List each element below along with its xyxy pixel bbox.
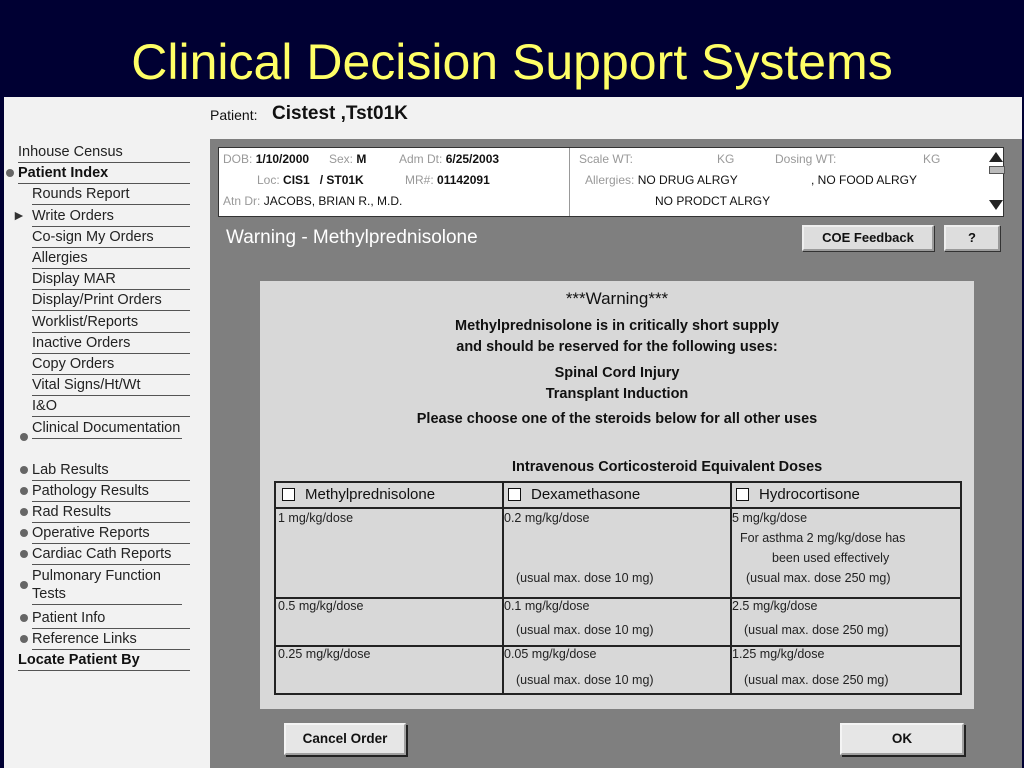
allergy-1: NO DRUG ALRGY <box>637 173 738 187</box>
sidebar-item-label: Lab Results <box>32 461 109 478</box>
cpoe-screenshot <box>4 97 1022 768</box>
bullet-icon <box>20 487 28 495</box>
bullet-icon <box>20 614 28 622</box>
sidebar-item[interactable] <box>32 376 190 396</box>
sidebar-item-label: Allergies <box>32 250 88 266</box>
sidebar-item-label: Patient Index <box>18 165 109 182</box>
sidebar-item[interactable] <box>32 503 190 523</box>
sidebar-item[interactable] <box>32 313 190 333</box>
coe-feedback-button[interactable]: COE Feedback <box>802 225 934 251</box>
steroid-name: Hydrocortisone <box>759 486 860 503</box>
dose-text: For asthma 2 mg/kg/dose has <box>740 531 906 545</box>
dose-cell <box>276 597 502 647</box>
dose-cell <box>730 597 960 647</box>
mr-value: 01142091 <box>437 173 490 187</box>
sidebar-item-label: Rounds Report <box>32 186 130 203</box>
info-scrollbar[interactable] <box>989 152 1005 212</box>
steroid-checkbox[interactable] <box>508 488 521 501</box>
cancel-order-button[interactable]: Cancel Order <box>284 723 406 755</box>
sidebar-item[interactable] <box>32 397 190 417</box>
sidebar-item[interactable] <box>32 609 190 629</box>
sidebar-item[interactable] <box>32 630 190 650</box>
sidebar-item[interactable] <box>32 545 190 565</box>
dialog-use-1: Spinal Cord Injury <box>554 365 680 381</box>
sidebar-item-label: Locate Patient By <box>18 652 140 668</box>
bullet-icon <box>20 466 28 474</box>
dose-table <box>274 481 962 695</box>
warning-header: Warning - Methylprednisolone <box>226 227 478 248</box>
bullet-icon <box>20 529 28 537</box>
dialog-line-2: and should be reserved for the following uses: <box>456 339 778 355</box>
bullet-icon <box>20 550 28 558</box>
main-panel <box>210 139 1022 768</box>
patient-info-box <box>218 147 1004 217</box>
sidebar-item[interactable] <box>18 651 190 671</box>
dose-text: (usual max. dose 10 mg) <box>516 673 654 687</box>
sidebar-item-label: Write Orders <box>32 207 114 224</box>
sidebar-item-label: I&O <box>32 398 57 415</box>
adm-date-label: Adm Dt: <box>399 152 443 166</box>
dose-text: 0.05 mg/kg/dose <box>504 647 597 661</box>
dose-cell <box>730 645 960 695</box>
sidebar-item-label: Operative Reports <box>32 525 150 542</box>
dose-cell <box>276 645 502 695</box>
adm-date-value: 6/25/2003 <box>445 152 500 166</box>
scroll-thumb[interactable] <box>989 166 1005 174</box>
dialog-line-1: Methylprednisolone is in critically short supply <box>455 318 779 334</box>
current-arrow-icon: ► <box>12 206 26 223</box>
ok-button[interactable]: OK <box>840 723 964 755</box>
dose-text: (usual max. dose 10 mg) <box>516 571 654 585</box>
dose-cell <box>276 509 502 599</box>
sidebar-item-label: Inhouse Census <box>18 144 123 160</box>
dose-text: 0.5 mg/kg/dose <box>278 599 364 613</box>
dose-text: 0.1 mg/kg/dose <box>504 599 590 613</box>
scale-wt-unit: KG <box>717 152 735 166</box>
patient-label: Patient: <box>210 107 258 123</box>
dose-column <box>502 483 732 693</box>
sidebar-item[interactable] <box>18 164 190 184</box>
sidebar-item[interactable] <box>32 461 190 481</box>
loc-label: Loc: <box>257 173 280 187</box>
bullet-icon <box>20 635 28 643</box>
sex-value: M <box>356 152 367 166</box>
sidebar-item[interactable] <box>32 270 190 290</box>
info-divider <box>569 148 570 216</box>
patient-name: Cistest ,Tst01K <box>272 103 408 124</box>
dose-text: 2.5 mg/kg/dose <box>732 599 818 613</box>
dose-text: been used effectively <box>772 551 890 565</box>
bullet-icon <box>20 433 28 441</box>
column-header[interactable] <box>730 483 960 509</box>
allergies-label: Allergies: <box>585 173 635 187</box>
dose-column <box>730 483 960 693</box>
sidebar-item-label: Cardiac Cath Reports <box>32 546 172 563</box>
dose-cell <box>502 509 730 599</box>
bullet-icon <box>6 169 14 177</box>
dose-text: 0.25 mg/kg/dose <box>278 647 371 661</box>
steroid-checkbox[interactable] <box>282 488 295 501</box>
dose-cell <box>502 597 730 647</box>
scroll-up-arrow-icon[interactable] <box>989 152 1003 162</box>
sidebar <box>4 139 196 768</box>
sidebar-item[interactable] <box>32 185 190 205</box>
sidebar-item[interactable] <box>32 482 190 502</box>
bullet-icon <box>20 508 28 516</box>
attending-label: Atn Dr: <box>223 194 261 208</box>
sidebar-item[interactable] <box>12 206 190 227</box>
steroid-checkbox[interactable] <box>736 488 749 501</box>
dose-text: (usual max. dose 10 mg) <box>516 623 654 637</box>
sidebar-item-label: Copy Orders <box>32 356 115 372</box>
sidebar-item[interactable] <box>32 355 190 375</box>
allergy-3: NO PRODCT ALRGY <box>655 194 771 208</box>
sidebar-item[interactable] <box>32 334 190 354</box>
sidebar-item-label: Worklist/Reports <box>32 313 139 330</box>
dose-text: (usual max. dose 250 mg) <box>746 571 891 585</box>
sidebar-item[interactable] <box>32 249 190 269</box>
sidebar-item[interactable] <box>32 291 190 311</box>
table-title: Intravenous Corticosteroid Equivalent Doses <box>512 459 823 475</box>
dose-text: 1 mg/kg/dose <box>278 511 354 525</box>
sidebar-item-label: Inactive Orders <box>32 334 131 351</box>
sidebar-item-label: Display/Print Orders <box>32 292 162 309</box>
dialog-title: ***Warning*** <box>565 289 669 308</box>
dose-text: 0.2 mg/kg/dose <box>504 511 590 525</box>
scale-wt-label: Scale WT: <box>579 152 634 166</box>
attending-value: JACOBS, BRIAN R., M.D. <box>263 194 403 208</box>
patient-bar <box>4 97 1022 139</box>
dose-column <box>276 483 504 693</box>
dose-text: (usual max. dose 250 mg) <box>744 673 889 687</box>
sidebar-item[interactable] <box>32 419 182 439</box>
bullet-icon <box>20 581 28 589</box>
column-header[interactable] <box>276 483 502 509</box>
dob-value: 1/10/2000 <box>255 152 310 166</box>
sex-label: Sex: <box>329 152 354 166</box>
dialog-choose: Please choose one of the steroids below for all other uses <box>416 411 818 427</box>
sidebar-item-label: Clinical Documentation <box>32 419 181 436</box>
dose-cell <box>502 645 730 695</box>
sidebar-item[interactable] <box>32 567 182 605</box>
sidebar-item-label: Rad Results <box>32 504 111 520</box>
steroid-name: Methylprednisolone <box>305 486 436 503</box>
sidebar-item[interactable] <box>18 143 190 163</box>
sidebar-item[interactable] <box>32 524 190 544</box>
dose-text: 1.25 mg/kg/dose <box>732 647 825 661</box>
dob-label: DOB: <box>223 152 253 166</box>
sidebar-item-label: Display MAR <box>32 271 116 288</box>
sidebar-item-label: Patient Info <box>32 609 106 626</box>
scroll-down-arrow-icon[interactable] <box>989 200 1003 210</box>
dose-text: 5 mg/kg/dose <box>732 511 808 525</box>
dialog-use-2: Transplant Induction <box>545 386 689 402</box>
dosing-wt-label: Dosing WT: <box>775 152 837 166</box>
sidebar-item[interactable] <box>32 228 190 248</box>
warning-dialog <box>260 281 974 709</box>
sidebar-item-label: Pathology Results <box>32 482 149 499</box>
sidebar-item-label: Pulmonary Function Tests <box>32 567 161 602</box>
steroid-name: Dexamethasone <box>531 486 641 503</box>
help-button[interactable]: ? <box>944 225 1000 251</box>
dose-cell <box>730 509 960 599</box>
sidebar-item-label: Vital Signs/Ht/Wt <box>32 377 141 394</box>
loc-value: CIS1 / ST01K <box>283 173 364 187</box>
mr-label: MR#: <box>405 173 434 187</box>
dosing-wt-unit: KG <box>923 152 941 166</box>
sidebar-item-label: Reference Links <box>32 630 137 647</box>
dose-text: (usual max. dose 250 mg) <box>744 623 889 637</box>
column-header[interactable] <box>502 483 730 509</box>
allergy-2: , NO FOOD ALRGY <box>811 173 918 187</box>
sidebar-item-label: Co-sign My Orders <box>32 228 154 245</box>
slide-title: Clinical Decision Support Systems <box>131 34 893 90</box>
